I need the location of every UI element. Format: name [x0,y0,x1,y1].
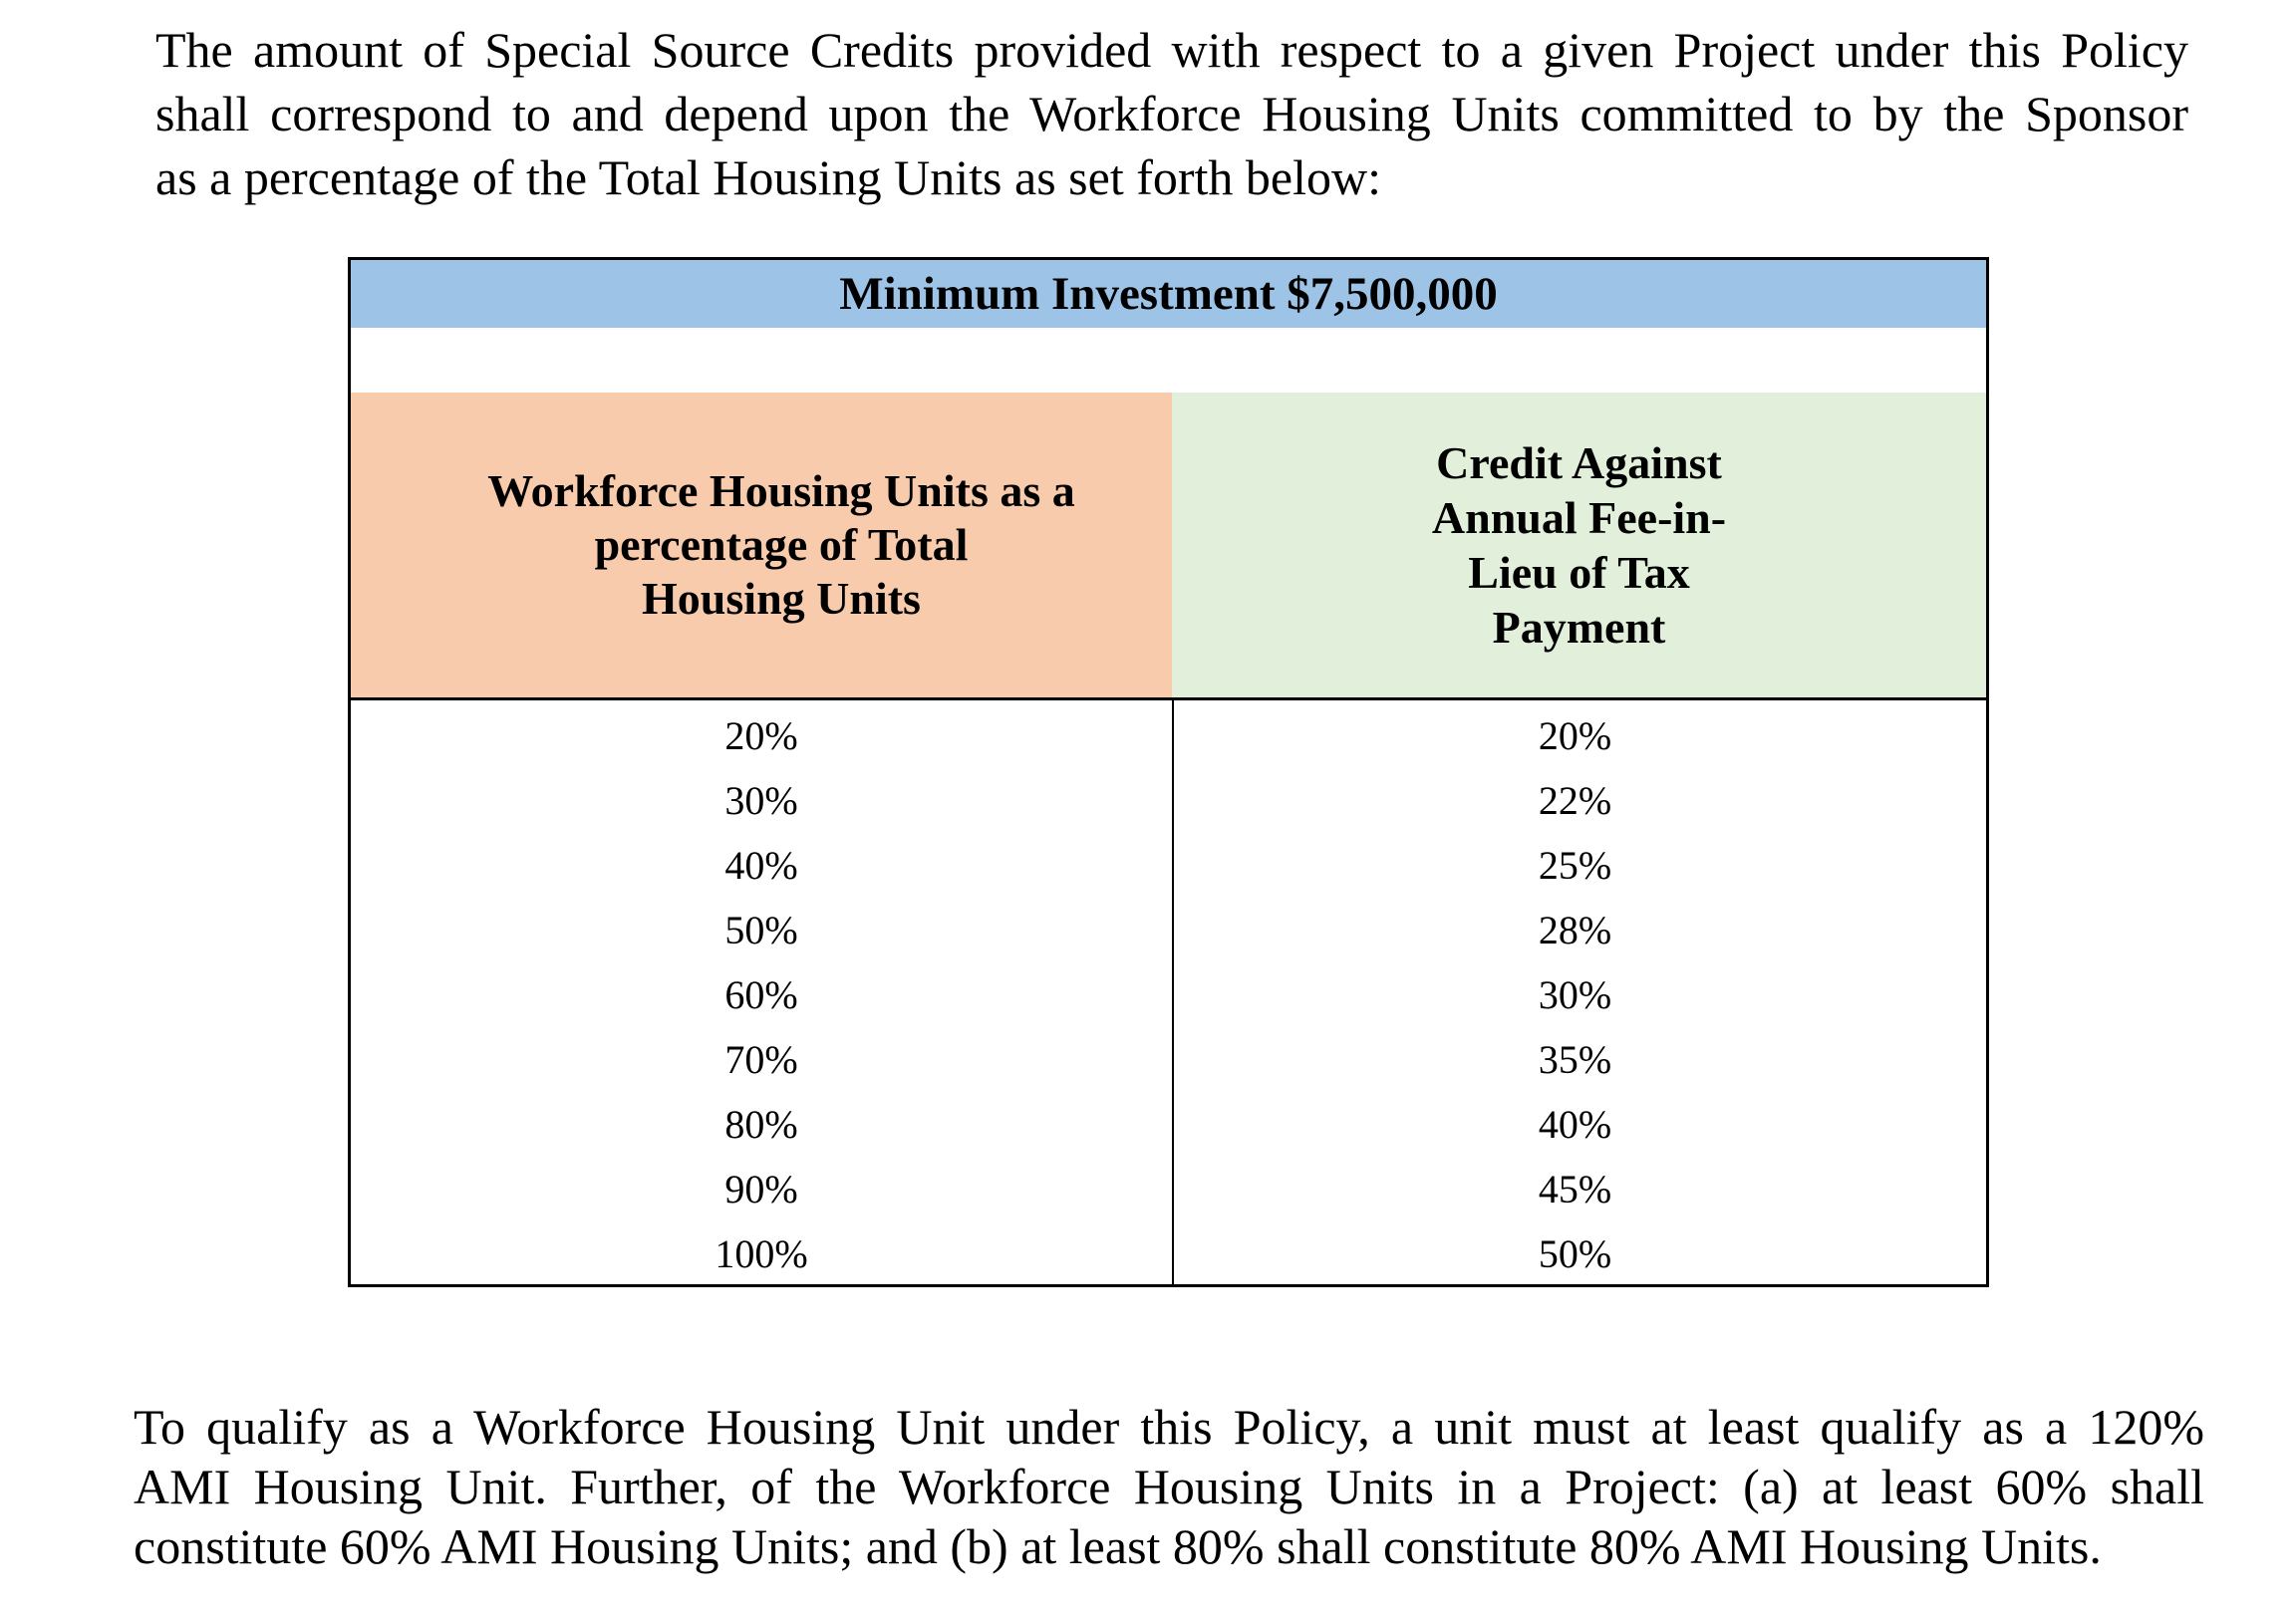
workforce-cell: 90% [724,1167,798,1212]
table-row [351,959,1986,1024]
header-left-line: Housing Units [642,573,921,624]
workforce-cell: 50% [724,908,798,952]
outro-line: To qualify as a Workforce Housing Unit under this Policy, a unit must at least qualify as a 120% [134,1399,2204,1455]
workforce-cell: 30% [724,778,798,823]
workforce-cell: 60% [724,972,798,1017]
credit-cell: 20% [1538,713,1612,758]
table-row [351,1154,1986,1218]
intro-paragraph [155,18,2188,209]
workforce-cell: 80% [724,1102,798,1147]
intro-line: shall correspond to and depend upon the Workforce Housing Units committed to by the Sponsor [155,86,2188,141]
intro-line: as a percentage of the Total Housing Units as set forth below: [155,149,1381,205]
table-row [351,830,1986,895]
header-right-line: Credit Against [1436,437,1722,488]
header-workforce-percentage [351,393,1172,697]
credit-cell: 25% [1538,843,1612,888]
intro-line: The amount of Special Source Credits provided with respect to a given Project under this Policy [155,22,2188,78]
workforce-cell: 100% [715,1231,808,1276]
credit-table [348,257,1989,1287]
header-left-line: Workforce Housing Units as a [487,465,1075,516]
outro-line: constitute 60% AMI Housing Units; and (b) at least 80% shall constitute 80% AMI Housing Units. [134,1518,2102,1574]
header-right-line: Annual Fee-in- [1431,492,1727,543]
qualification-paragraph [134,1397,2204,1576]
credit-cell: 45% [1538,1167,1612,1212]
credit-cell: 50% [1538,1231,1612,1276]
header-left-line: percentage of Total [594,519,969,570]
credit-cell: 40% [1538,1102,1612,1147]
table-row [351,1218,1986,1283]
credit-cell: 35% [1538,1037,1612,1082]
workforce-cell: 70% [724,1037,798,1082]
table-row [351,765,1986,830]
workforce-cell: 20% [724,713,798,758]
credit-cell: 22% [1538,778,1612,823]
workforce-cell: 40% [724,843,798,888]
table-title: Minimum Investment $7,500,000 [351,260,1986,328]
credit-cell: 28% [1538,908,1612,952]
outro-line: AMI Housing Unit. Further, of the Workforce Housing Units in a Project: (a) at least 60% shall [134,1459,2204,1514]
table-body [351,700,1986,1283]
table-row [351,700,1986,765]
header-right-line: Lieu of Tax [1468,547,1690,598]
table-row [351,895,1986,959]
table-row [351,1089,1986,1154]
header-right-line: Payment [1492,602,1666,653]
table-row [351,1024,1986,1089]
credit-cell: 30% [1538,972,1612,1017]
header-credit-against-fee [1172,393,1986,697]
